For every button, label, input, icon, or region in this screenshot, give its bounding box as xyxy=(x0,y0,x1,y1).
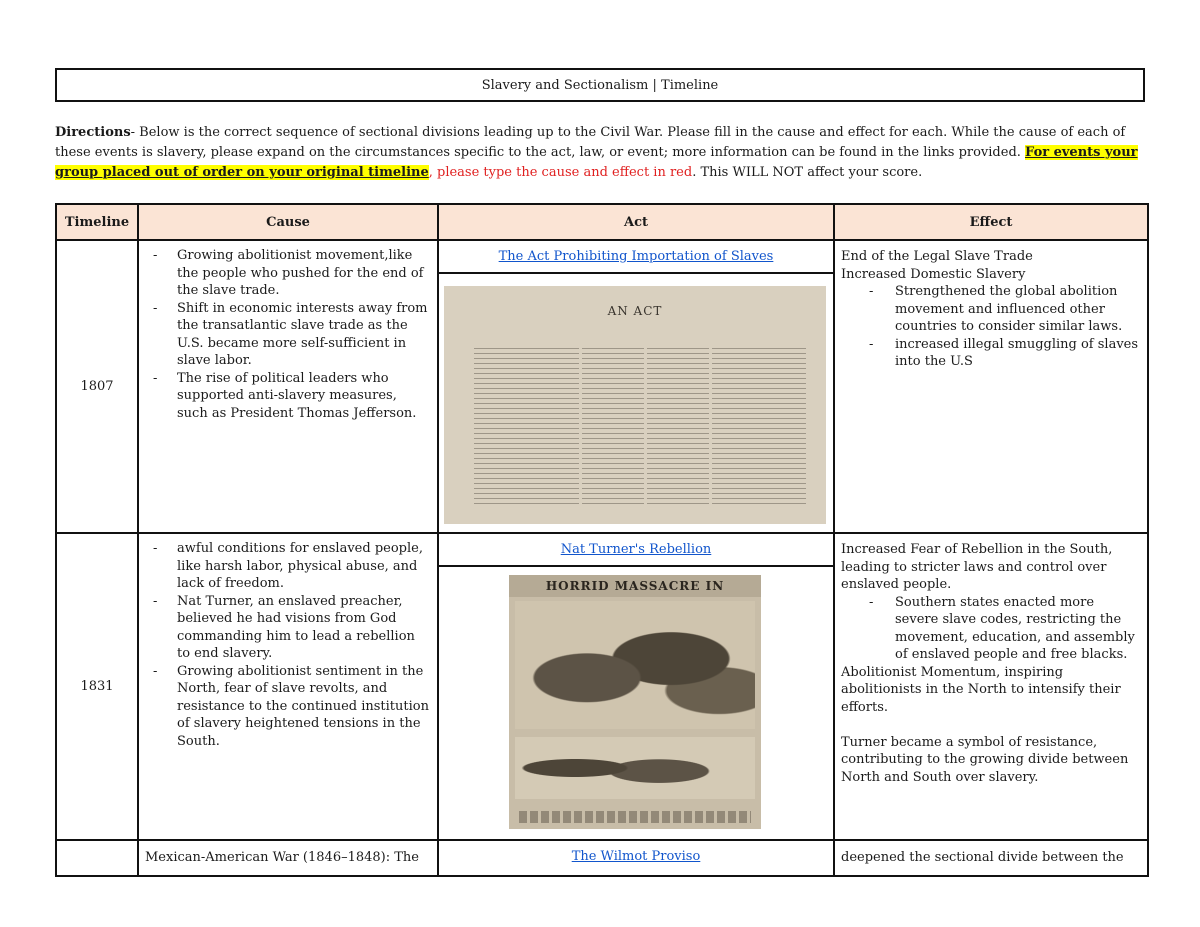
act-cell xyxy=(438,240,834,533)
timeline-table xyxy=(55,203,1149,877)
act-cell xyxy=(438,840,834,876)
table-row xyxy=(56,840,1148,876)
year-cell: 1807 xyxy=(56,240,138,533)
cause-cell xyxy=(138,240,438,533)
year-cell: 1831 xyxy=(56,533,138,840)
effect-line: Turner became a symbol of resistance, contributing to the growing divide between North and South over slavery. xyxy=(841,734,1129,785)
directions-tail: . This WILL NOT affect your score. xyxy=(692,165,923,180)
table-row xyxy=(56,240,1148,533)
act-link-nat-turner[interactable]: Nat Turner's Rebellion xyxy=(439,534,833,567)
directions-paragraph xyxy=(55,123,1147,183)
header-act: Act xyxy=(438,204,834,240)
rebellion-illustration xyxy=(509,575,761,829)
cause-item: - The rise of political leaders who supported anti-slavery measures, such as President Thomas Jefferson. xyxy=(177,370,431,423)
directions-red-text: , please type the cause and effect in red xyxy=(428,165,693,180)
effect-cell xyxy=(834,533,1148,840)
act-link-wilmot-proviso[interactable]: The Wilmot Proviso xyxy=(571,849,701,864)
effect-cell xyxy=(834,840,1148,876)
act-link-importation[interactable]: The Act Prohibiting Importation of Slaves xyxy=(439,241,833,274)
cause-text: Mexican-American War (1846–1848): The xyxy=(145,850,419,865)
header-cause: Cause xyxy=(138,204,438,240)
table-row xyxy=(56,533,1148,840)
year-cell xyxy=(56,840,138,876)
effect-cell xyxy=(834,240,1148,533)
rebellion-image-heading: HORRID MASSACRE IN xyxy=(509,575,761,597)
effect-item: - Southern states enacted more severe slave codes, restricting the movement, education, and assembly of enslaved people and free blacks. xyxy=(895,594,1141,664)
effect-text: deepened the sectional divide between the xyxy=(841,850,1124,865)
cause-item: - Growing abolitionist movement,like the people who pushed for the end of the slave trade. xyxy=(177,247,431,300)
act-document-image xyxy=(444,286,826,524)
act-cell xyxy=(438,533,834,840)
cause-cell xyxy=(138,533,438,840)
directions-label: Directions xyxy=(55,125,131,140)
directions-highlight: For events your group placed out of order on your original timeline xyxy=(55,145,1138,180)
effect-item: - Strengthened the global abolition movement and influenced other countries to consider similar laws. xyxy=(895,283,1141,336)
directions-text: - Below is the correct sequence of sectional divisions leading up to the Civil War. Please fill in the cause and effect for each. While the cause of each of these events is slavery, please expand on the circumstances specific to the act, law, or event; more information can be found in the links provided. xyxy=(55,125,1126,160)
effect-line: Increased Domestic Slavery xyxy=(841,266,1026,282)
cause-cell xyxy=(138,840,438,876)
act-image-heading: AN ACT xyxy=(607,304,663,318)
document-title: Slavery and Sectionalism | Timeline xyxy=(55,68,1145,102)
cause-item: - Shift in economic interests away from the transatlantic slave trade as the U.S. became more self-sufficient in slave labor. xyxy=(177,300,431,370)
cause-item: - Growing abolitionist sentiment in the North, fear of slave revolts, and resistance to the continued institution of slavery heightened tensions in the South. xyxy=(177,663,431,751)
header-timeline: Timeline xyxy=(56,204,138,240)
effect-line: End of the Legal Slave Trade xyxy=(841,249,1033,264)
table-header-row xyxy=(56,204,1148,240)
effect-line: Abolitionist Momentum, inspiring abolitionists in the North to intensify their efforts. xyxy=(841,664,1121,715)
effect-item: - increased illegal smuggling of slaves into the U.S xyxy=(895,336,1141,371)
header-effect: Effect xyxy=(834,204,1148,240)
cause-item: - awful conditions for enslaved people, like harsh labor, physical abuse, and lack of freedom. xyxy=(177,540,431,593)
cause-item: - Nat Turner, an enslaved preacher, believed he had visions from God commanding him to lead a rebellion to end slavery. xyxy=(177,593,431,663)
effect-line: Increased Fear of Rebellion in the South, leading to stricter laws and control over enslaved people. xyxy=(841,542,1113,592)
